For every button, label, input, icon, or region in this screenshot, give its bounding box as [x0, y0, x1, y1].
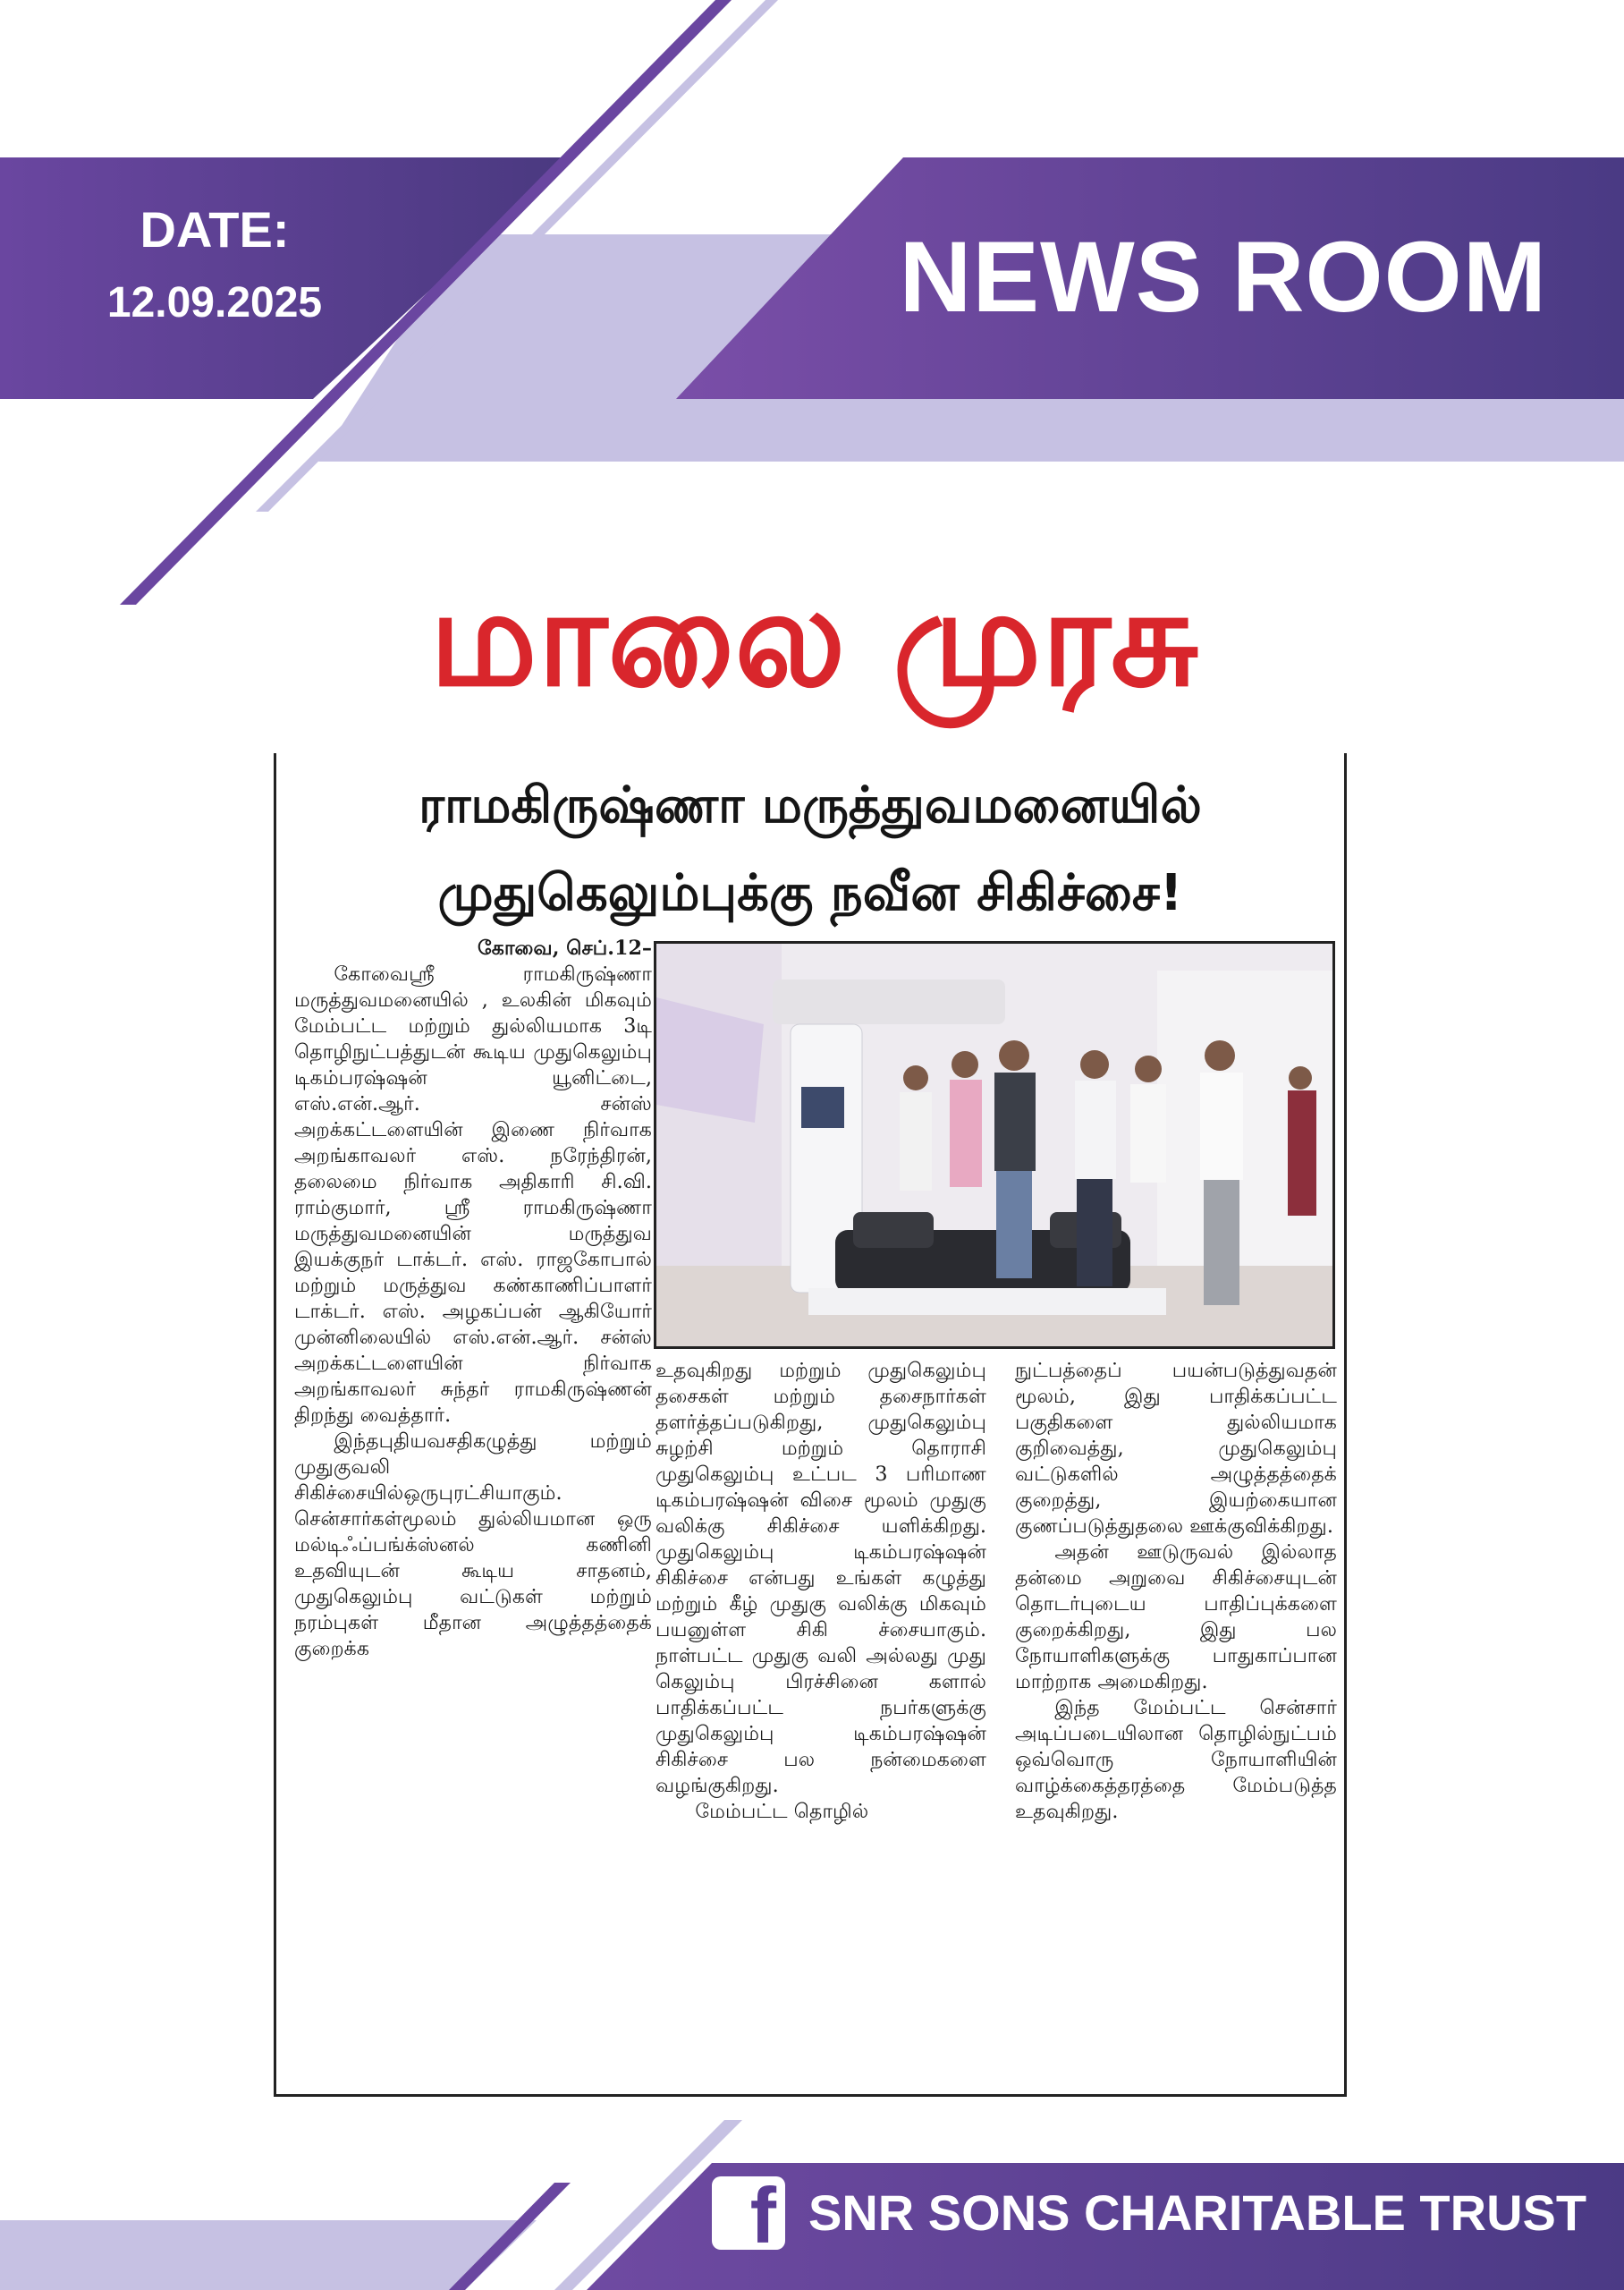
column2-paragraph: உதவுகிறது மற்றும் முதுகெலும்பு தசைகள் மற்றும் தசைநார்கள் தளர்த்தப்படுகிறது, முதுகெலும்பு சுழற்சி மற்றும் தொராசி முதுகெலும்பு உட்பட 3 பரிமாண டிகம்பரஷ்ஷன் விசை மூலம் முதுகு வலிக்கு சிகிச்சை யளிக்கிறது. முதுகெலும்பு டிகம்பரஷ்ஷன் சிகிச்சை என்பது உங்கள் கழுத்து மற்றும் கீழ் முதுகு வலிக்கு மிகவும் பயனுள்ள சிகி ச்சையாகும். நாள்பட்ட முதுகு வலி அல்லது முது கெலும்பு பிரச்சினை களால் பாதிக்கப்பட்ட நபர்களுக்கு முதுகெலும்பு டிகம்பரஷ்ஷன் சிகிச்சை பல நன்மைகளை வழங்குகிறது.: [656, 1359, 986, 1797]
column3-paragraph: இந்த மேம்பட்ட சென்சார் அடிப்படையிலான தொழில்நுட்பம் ஒவ்வொரு நோயாளியின் வாழ்க்கைத்தரத்தை மேம்படுத்த உதவுகிறது.: [1015, 1696, 1337, 1823]
column3-paragraph: நுட்பத்தைப் பயன்படுத்துவதன் மூலம், இது பாதிக்கப்பட்ட பகுதிகளை துல்லியமாக குறிவைத்து, முதுகெலும்பு வட்டுகளில் அழுத்தத்தைக் குறைத்து, இயற்கையான குணப்படுத்துதலை ஊக்குவிக்கிறது.: [1015, 1359, 1337, 1538]
article-photo: [654, 941, 1335, 1349]
date-value: 12.09.2025: [106, 279, 323, 327]
facebook-icon[interactable]: [712, 2171, 785, 2260]
article-column-1: [294, 936, 652, 2090]
column1-paragraph: இந்தபுதியவசதிகழுத்து மற்றும் முதுகுவலி சிகிச்சையில்ஒருபுரட்சியாகும். சென்சார்கள்மூலம் துல்லியமான ஒரு மல்டிஃப்பங்க்ஸ்னல் கணினி உதவியுடன் கூடிய சாதனம், முதுகெலும்பு வட்டுகள் மற்றும் நரம்புகள் மீதான அழுத்தத்தைக் குறைக்க: [294, 1429, 652, 1660]
date-block: [54, 199, 376, 335]
column3-paragraph: அதன் ஊடுருவல் இல்லாத தன்மை அறுவை சிகிச்சையுடன் தொடர்புடைய பாதிப்புக்களை குறைக்கிறது, இது பல நோயாளிகளுக்கு பாதுகாப்பான மாற்றாக அமைகிறது.: [1015, 1540, 1337, 1693]
column1-paragraph: கோவைஸ்ரீ ராமகிருஷ்ணா மருத்துவமனையில் , உலகின் மிகவும் மேம்பட்ட மற்றும் துல்லியமாக 3டி தொழிநுட்பத்துடன் கூடிய முதுகெலும்பு டிகம்பரஷ்ஷன் யூனிட்டை, எஸ்.என்.ஆர். சன்ஸ் அறக்கட்டளையின் இணை நிர்வாக அறங்காவலர் எஸ். நரேந்திரன், தலைமை நிர்வாக அதிகாரி சி.வி. ராம்குமார், ஸ்ரீ ராமகிருஷ்ணா மருத்துவமனையின் மருத்துவ இயக்குநர் டாக்டர். எஸ். ராஜகோபால் மற்றும் மருத்துவ கண்காணிப்பாளர் டாக்டர். எஸ். அழகப்பன் ஆகியோர் முன்னிலையில் எஸ்.என்.ஆர். சன்ஸ் அறக்கட்டளையின் நிர்வாக அறங்காவலர் சுந்தர் ராமகிருஷ்ணன் திறந்து வைத்தார்.: [294, 963, 652, 1427]
article-column-3: [1015, 1358, 1337, 2090]
headline-line-2: முதுகெலும்புக்கு நவீன சிகிச்சை!: [437, 864, 1183, 922]
date-label: DATE:: [140, 201, 290, 258]
headline-line-1: ராமகிருஷ்ணா மருத்துவமனையில்: [419, 776, 1202, 835]
page-title: NEWS ROOM: [899, 221, 1547, 333]
photo-illustration: [656, 944, 1332, 1346]
news-clipping: [274, 753, 1347, 2097]
org-name: SNR SONS CHARITABLE TRUST: [808, 2184, 1587, 2241]
footer-branding: [712, 2163, 1597, 2263]
facebook-glyph: f: [749, 2171, 776, 2260]
article-headline: [289, 762, 1332, 937]
article-column-2: [656, 1358, 986, 2090]
article-dateline: கோவை, செப்.12–: [478, 937, 652, 960]
column2-paragraph: மேம்பட்ட தொழில்: [695, 1800, 869, 1823]
newspaper-masthead: மாலை முரசு: [429, 561, 1198, 717]
